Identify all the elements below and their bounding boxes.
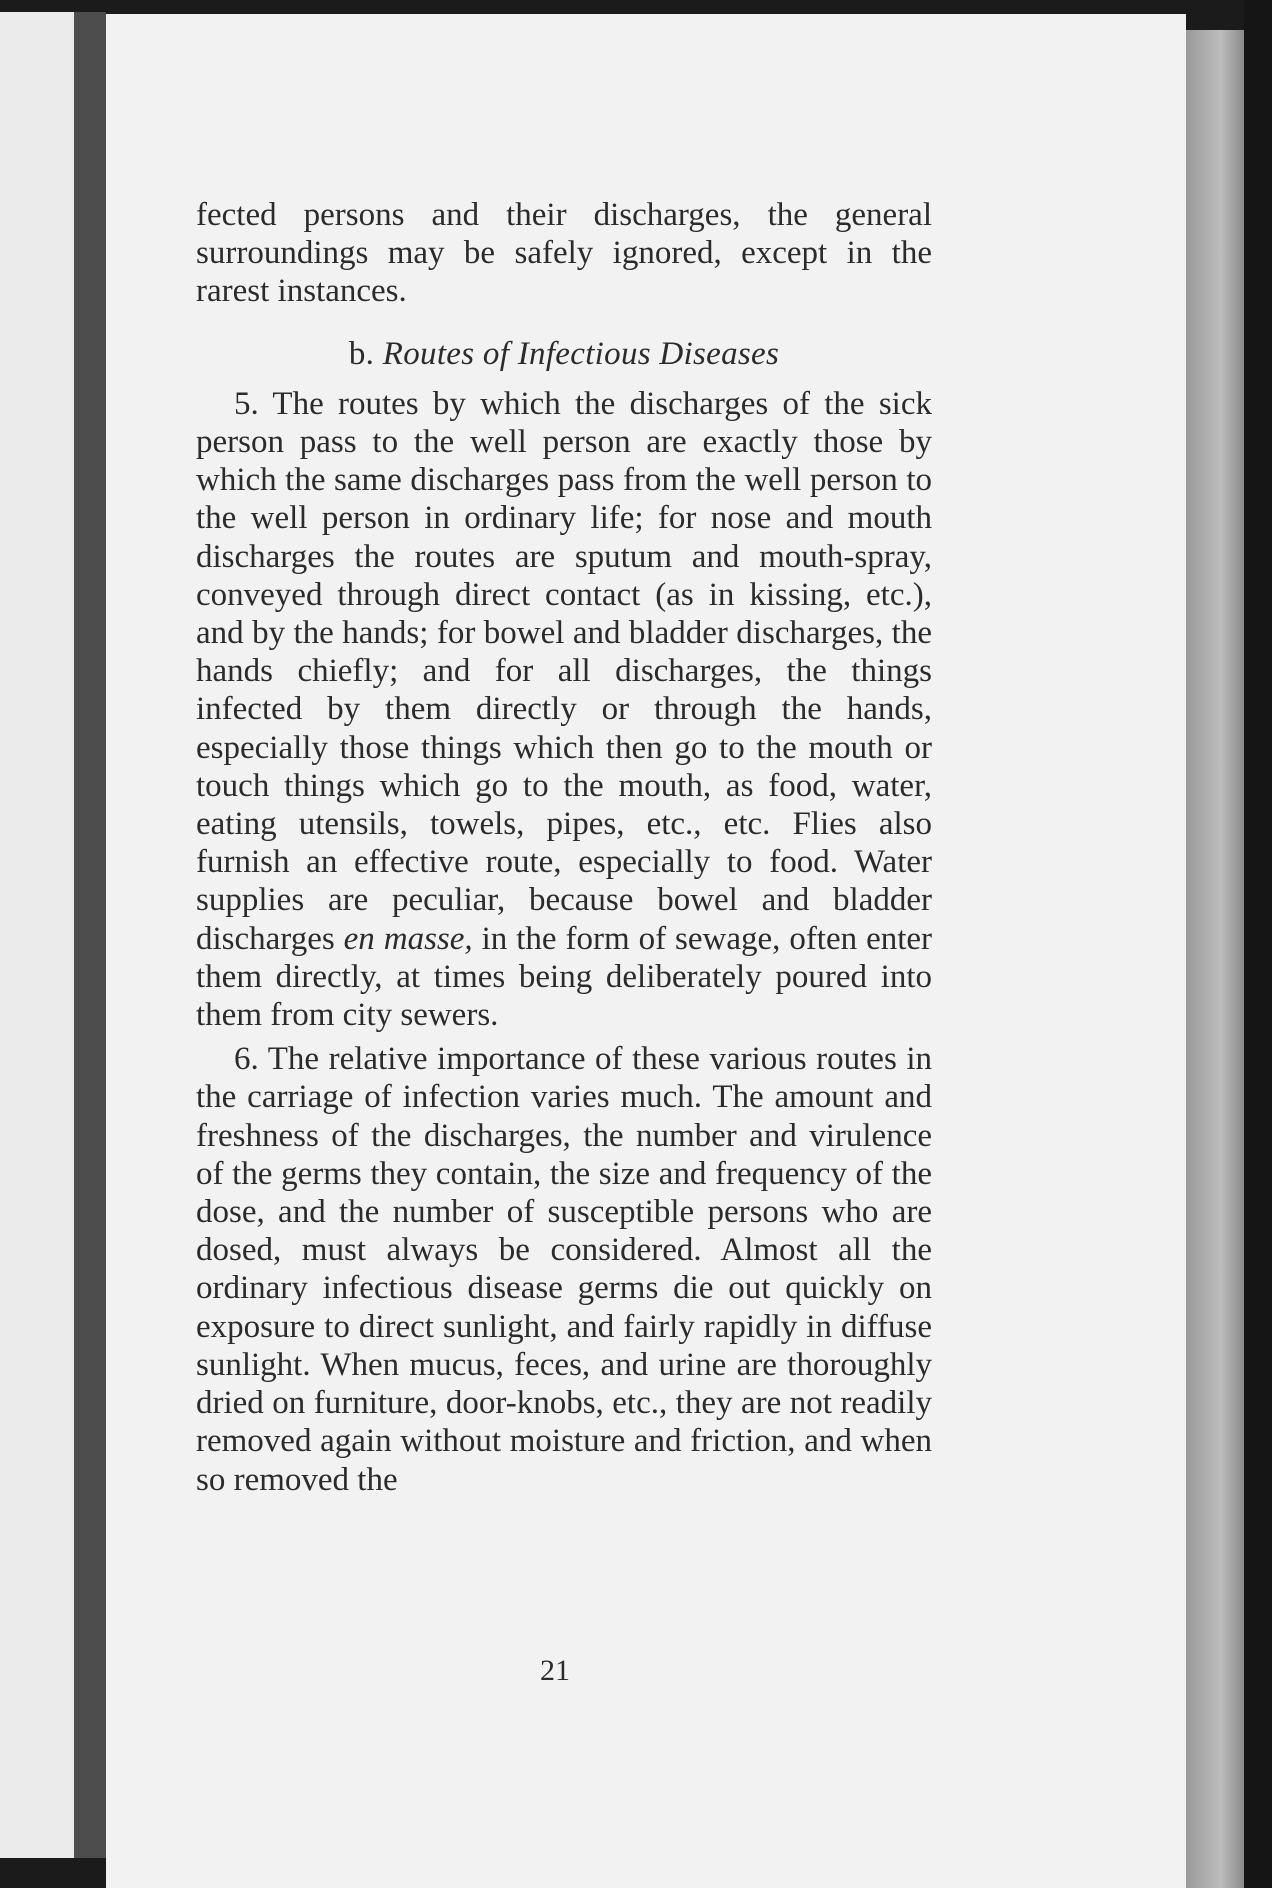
paragraph-6 (196, 1040, 932, 1498)
paragraph-5-text-a: The routes by which the discharges of the sick person pass to the well person are exactly those by which the same discharges pass from the well person to the well person in ordinary life; for nose and mouth discharges the routes are sputum and mouth-spray, conveyed through direct contact (as in kissing, etc.), and by the hands; for bowel and bladder discharges, the hands chiefly; and for all discharges, the things infected by them directly or through the hands, especially those things which then go to the mouth or touch things which go to the mouth, as food, water, eating utensils, towels, pipes, etc., etc. Flies also furnish an effective route, especially to food. Water supplies are peculiar, because bowel and bladder discharges (196, 385, 932, 957)
section-heading (196, 335, 932, 373)
right-shadow (1244, 0, 1272, 1888)
page-number: 21 (540, 1654, 570, 1687)
continuation-paragraph: fected persons and their discharges, the general surroundings may be safely ignored, except in the rarest instances. (196, 197, 932, 310)
paragraph-5-number: 5. (234, 385, 259, 422)
paragraph-6-number: 6. (234, 1041, 259, 1078)
page-text (196, 196, 932, 1499)
paragraph-5-text-b: in the form of sewage, often enter them directly, at times being deliberately poured into them from city sewers. (196, 920, 933, 1034)
paragraph-5 (196, 385, 932, 1034)
book-spine (74, 12, 106, 1858)
page-stack-edge (1186, 30, 1244, 1888)
section-title: Routes of Infectious Diseases (382, 335, 780, 372)
left-page-edge (0, 12, 74, 1858)
paragraph-6-text: The relative importance of these various routes in the carriage of infection varies much. The amount and freshness of the discharges, the number and virulence of the germs they contain, the size and frequency of the dose, and the number of susceptible persons who are dosed, must always be considered. Almost all the ordinary infectious disease germs die out quickly on exposure to direct sunlight, and fairly rapidly in diffuse sunlight. When mucus, feces, and urine are thoroughly dried on furniture, door-knobs, etc., they are not readily removed again without moisture and friction, and when so removed the (196, 1041, 933, 1498)
section-marker: b. (348, 335, 375, 372)
paragraph-5-italic-phrase: en masse, (343, 920, 473, 957)
